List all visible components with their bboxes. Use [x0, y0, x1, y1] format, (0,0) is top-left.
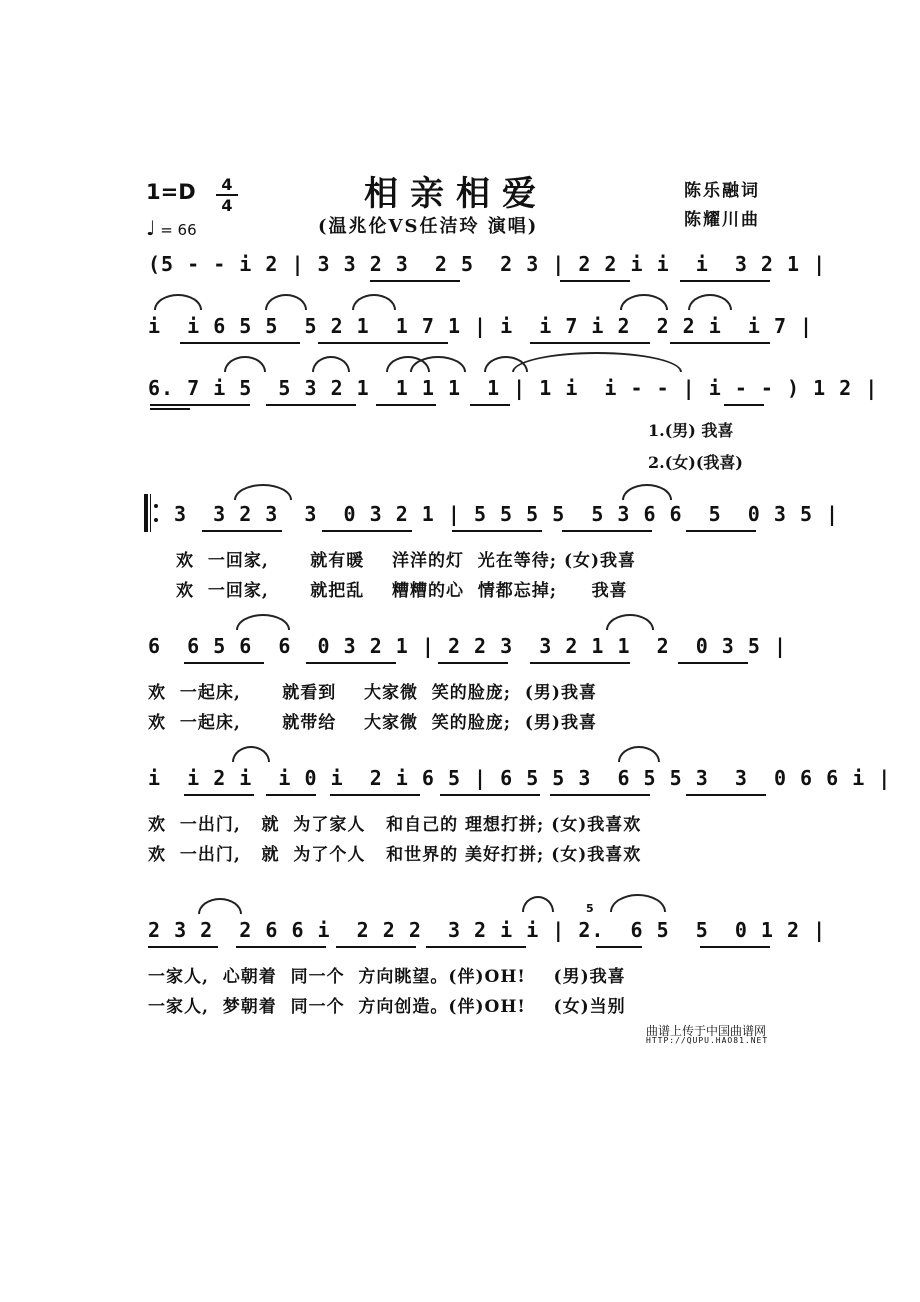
- beam-line: [266, 404, 356, 406]
- notation-text: 6. 7 i 5 5 3 2 1 1 1 1 1 | 1 i i - - | i - - ) 1 2 |: [148, 376, 879, 400]
- lyric-line-5-verse-2: 欢 一起床, 就带给 大家微 笑的脸庞; (男)我喜: [148, 713, 597, 733]
- lyric-line-6-verse-2: 欢 一出门, 就 为了个人 和世界的 美好打拼; (女)我喜欢: [148, 845, 642, 865]
- slur: [352, 294, 396, 310]
- tempo-mark: [146, 216, 197, 240]
- slur: [236, 614, 290, 630]
- beam-line: [560, 280, 630, 282]
- grace-note: 5: [586, 902, 594, 915]
- meter-top: 4: [221, 175, 233, 194]
- notation-text: i i 6 5 5 5 2 1 1 7 1 | i i 7 i 2 2 2 i i 7 |: [148, 314, 814, 338]
- score-row-2: [140, 306, 814, 346]
- slur: [618, 746, 660, 762]
- score-row-3: [140, 368, 879, 408]
- time-signature: [216, 176, 238, 214]
- repeat-thin-bar: [150, 494, 151, 532]
- beam-line: [670, 342, 770, 344]
- lyric-line-4-verse-2: 欢 一回家, 就把乱 糟糟的心 情都忘掉; 我喜: [176, 581, 628, 601]
- slur: [522, 896, 554, 912]
- slur: [224, 356, 266, 372]
- tie: [610, 894, 666, 912]
- slur: [198, 898, 242, 914]
- notation-text: i i 2 i i 0 i 2 i 6 5 | 6 5 5 3 6 5 5 3 3 0 6 6 i |: [148, 766, 892, 790]
- notation-text: 6 6 5 6 6 0 3 2 1 | 2 2 3 3 2 1 1 2 0 3 5 |: [148, 634, 788, 658]
- notation-text: 2 3 2 2 6 6 i 2 2 2 3 2 i i | 2. 6 5 5 0 1 2 |: [148, 918, 827, 942]
- notation-text: 3 3 2 3 3 0 3 2 1 | 5 5 5 5 5 3 6 6 5 0 3 5 |: [174, 502, 840, 526]
- tie: [512, 352, 682, 372]
- score-row-5: [140, 626, 788, 666]
- score-row-6: [140, 758, 892, 798]
- beam-line: [686, 530, 756, 532]
- beam-line: [686, 794, 766, 796]
- singers-line: (温兆伦VS任洁玲 演唱): [318, 216, 539, 237]
- beam-line: [550, 794, 650, 796]
- lyric-line-6-verse-1: 欢 一出门, 就 为了家人 和自己的 理想打拼; (女)我喜欢: [148, 815, 642, 835]
- beam-line: [370, 280, 460, 282]
- beam-line: [180, 342, 300, 344]
- tempo-value: = 66: [160, 221, 197, 239]
- lyricist-credit: 陈乐融词: [684, 181, 760, 201]
- lyric-line-7-verse-2: 一家人, 梦朝着 同一个 方向创造。(伴)OH! (女)当别: [148, 997, 626, 1017]
- beam-line: [202, 530, 282, 532]
- slur: [154, 294, 202, 310]
- beam-line: [318, 342, 448, 344]
- slur: [620, 294, 668, 310]
- lyric-line-7-verse-1: 一家人, 心朝着 同一个 方向眺望。(伴)OH! (男)我喜: [148, 967, 626, 987]
- beam-line: [452, 530, 542, 532]
- meter-bottom: 4: [221, 196, 233, 215]
- beam-line: [184, 662, 264, 664]
- beam-line: [148, 946, 218, 948]
- notation-text: (5 - - i 2 | 3 3 2 3 2 5 2 3 | 2 2 i i i 3 2 1 |: [148, 252, 827, 276]
- beam-line: [306, 662, 396, 664]
- beam-line: [330, 794, 420, 796]
- lyric-line-4-verse-1: 欢 一回家, 就有暖 洋洋的灯 光在等待; (女)我喜: [176, 551, 637, 571]
- beam-line: [530, 662, 630, 664]
- beam-line: [440, 794, 540, 796]
- score-row-4: [166, 494, 840, 534]
- beam-line: [184, 794, 254, 796]
- beam-line: [470, 404, 510, 406]
- beam-line: [700, 946, 770, 948]
- slur: [622, 484, 672, 500]
- beam-line: [376, 404, 436, 406]
- repeat-dot: [154, 518, 158, 522]
- slur: [232, 746, 270, 762]
- verse-label-1: 1.(男) 我喜: [648, 421, 734, 440]
- lyric-line-5-verse-1: 欢 一起床, 就看到 大家微 笑的脸庞; (男)我喜: [148, 683, 597, 703]
- beam-line: [562, 530, 652, 532]
- beam-line: [530, 342, 650, 344]
- beam-line: [596, 946, 642, 948]
- key-signature: 1=D: [146, 180, 196, 204]
- slur: [265, 294, 307, 310]
- beam-line: [426, 946, 526, 948]
- beam-line: [266, 794, 316, 796]
- slur: [606, 614, 654, 630]
- slur: [312, 356, 350, 372]
- beam-line: [322, 530, 412, 532]
- repeat-thick-bar: [144, 494, 148, 532]
- slur: [688, 294, 732, 310]
- song-title: 相亲相爱: [364, 174, 548, 214]
- repeat-dot: [154, 504, 158, 508]
- beam-line: [680, 280, 770, 282]
- beam-line: [678, 662, 748, 664]
- beam-line: [150, 404, 250, 406]
- slur: [234, 484, 292, 500]
- beam-line: [336, 946, 416, 948]
- beam-line: [150, 408, 190, 410]
- site-name: 曲谱上传于中国曲谱网: [646, 1024, 767, 1038]
- beam-line: [236, 946, 326, 948]
- verse-label-2: 2.(女)(我喜): [648, 453, 743, 472]
- beam-line: [724, 404, 764, 406]
- score-row-1: [140, 244, 827, 284]
- site-url: HTTP://QUPU.HAO81.NET: [646, 1036, 769, 1045]
- score-row-7: [140, 902, 827, 950]
- composer-credit: 陈耀川曲: [684, 210, 760, 230]
- beam-line: [438, 662, 508, 664]
- repeat-start-sign: [144, 494, 158, 532]
- quarter-note-icon: ♩: [146, 216, 156, 240]
